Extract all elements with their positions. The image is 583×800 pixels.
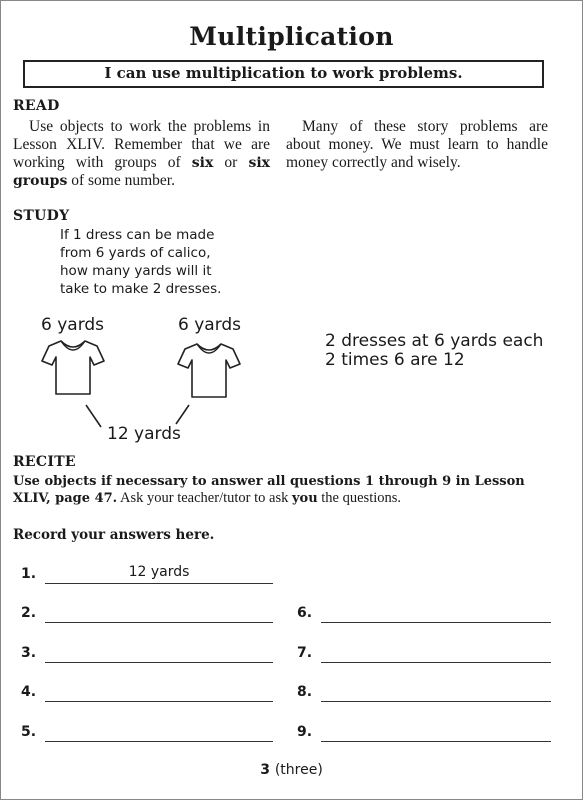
answer-number: 1. <box>21 566 37 582</box>
answer-row-4 <box>21 684 273 706</box>
answer-line[interactable] <box>45 622 273 623</box>
answer-number: 8. <box>297 684 313 700</box>
read-column-right <box>286 118 548 172</box>
answer-line[interactable] <box>45 741 273 742</box>
read-heading: READ <box>13 98 60 114</box>
read-paragraph-right: Many of these story problems are about money. We must learn to handle money correctly and wisely. <box>286 118 548 171</box>
answer-row-8 <box>297 684 551 706</box>
label-left-yards: 6 yards <box>41 315 105 335</box>
page-title: Multiplication <box>189 22 394 51</box>
read-column-left <box>13 118 270 190</box>
answer-number: 3. <box>21 645 37 661</box>
answer-row-3 <box>21 645 273 667</box>
answer-row-7 <box>297 645 551 667</box>
answer-line[interactable] <box>45 701 273 702</box>
read-text: Use objects to work the problems in Lesson XLIV. Remember that we are working with groups of <box>13 118 270 171</box>
label-right-yards: 6 yards <box>178 315 242 335</box>
answer-line[interactable] <box>45 662 273 663</box>
recite-text <box>13 473 553 507</box>
answer-line[interactable] <box>321 701 551 702</box>
recite-bold-text: Use objects if necessary to answer all questions 1 through 9 in Lesson XLIV, page 47. <box>13 474 525 506</box>
answer-number: 9. <box>297 724 313 740</box>
objective-box <box>23 60 544 88</box>
answer-number: 2. <box>21 605 37 621</box>
read-paragraph-left <box>13 118 270 190</box>
shirt-icon <box>41 337 105 397</box>
answer-row-1 <box>21 566 273 588</box>
answer-number: 5. <box>21 724 37 740</box>
answer-number: 4. <box>21 684 37 700</box>
shirt-icon <box>177 340 241 400</box>
answer-number: 7. <box>297 645 313 661</box>
page-number <box>0 762 583 778</box>
page-number-digit: 3 <box>260 762 270 778</box>
objective-text: I can use multiplication to work problems. <box>104 64 463 82</box>
recite-bold-you: you <box>291 491 318 506</box>
answer-row-2 <box>21 605 273 627</box>
read-bold-six: six <box>191 155 214 171</box>
read-text: of some number. <box>67 172 175 189</box>
read-text: or <box>213 154 249 171</box>
study-heading: STUDY <box>13 208 70 224</box>
read-bold-six-groups: six groups <box>13 155 270 189</box>
explain-line-1: 2 dresses at 6 yards each <box>325 331 544 351</box>
answer-row-5 <box>21 724 273 746</box>
answer-line[interactable] <box>321 662 551 663</box>
record-heading: Record your answers here. <box>13 527 215 543</box>
recite-normal-text: the questions. <box>317 490 402 506</box>
answer-line[interactable] <box>45 564 273 584</box>
answer-line[interactable] <box>321 741 551 742</box>
recite-heading: RECITE <box>13 454 76 470</box>
answer-number: 6. <box>297 605 313 621</box>
study-problem-text: If 1 dress can be made from 6 yards of calico, how many yards will it take to make 2 dresses. <box>60 227 222 297</box>
recite-normal-text: Ask your teacher/tutor to ask <box>117 490 292 506</box>
answer-row-9 <box>297 724 551 746</box>
explain-line-2: 2 times 6 are 12 <box>325 350 465 370</box>
answer-row-6 <box>297 605 551 627</box>
label-total-yards: 12 yards <box>107 424 181 444</box>
answer-line[interactable] <box>321 622 551 623</box>
page-number-word: (three) <box>274 762 323 778</box>
answer-value: 12 yards <box>128 564 190 580</box>
